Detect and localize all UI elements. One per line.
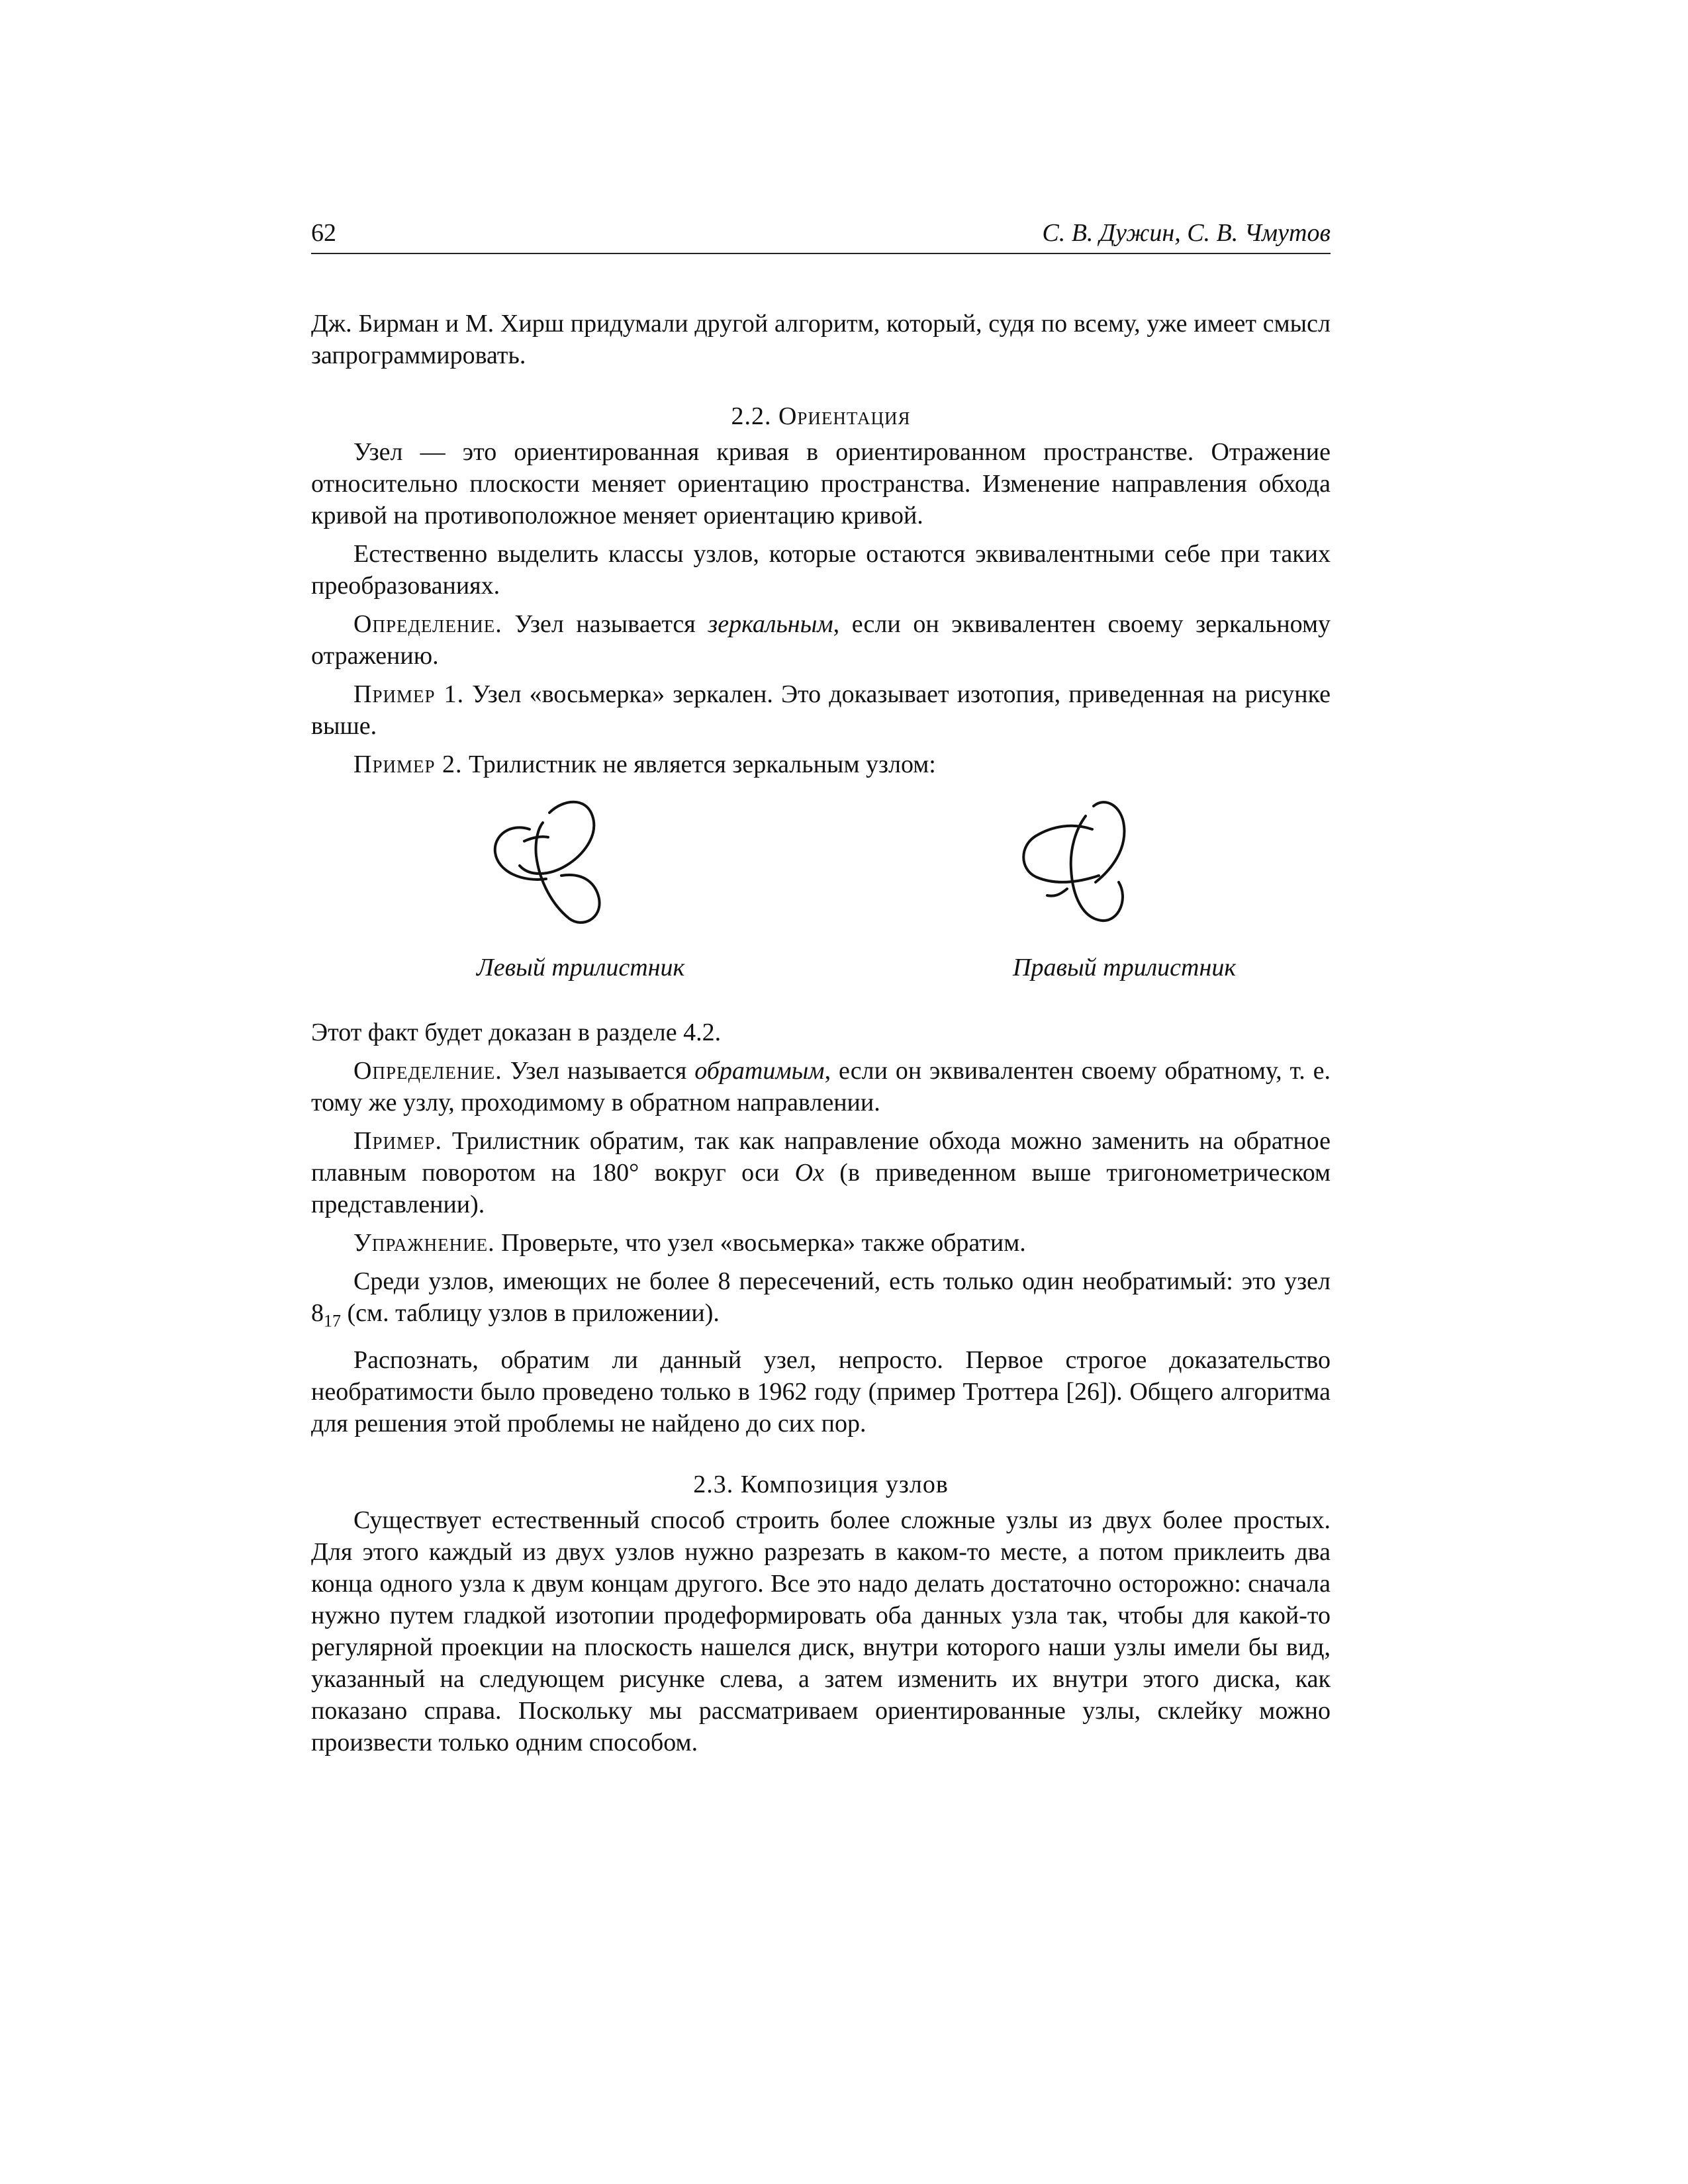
page-header [311,218,1331,254]
example-label: Пример 1. [353,680,465,708]
example-text-post: (в приведенном выше тригонометрическом представлении). [311,1159,1331,1218]
knot-subscript: 17 [324,1311,341,1331]
section-number: 2.3. [693,1470,734,1498]
definition-mirror [311,608,1331,672]
axis-label: Ox [794,1159,824,1187]
definition-text-pre: Узел называется [510,1057,687,1085]
example-2 [311,749,1331,780]
exercise-text: Проверьте, что узел «восьмерка» также обратим. [501,1229,1026,1257]
paragraph-composition: Существует естественный способ строить более сложные узлы из двух более простых. Для этого каждый из двух узлов нужно разрезать в каком-то месте, а потом приклеить два конца одного узла к двум концам другого. Все это надо делать достаточно осторожно: сначала нужно путем гладкой изотопии продеформировать оба данных узла так, чтобы для какой-то регулярной проекции на плоскость нашелся диск, внутри которого наши узлы имели бы вид, указанный на следующем рисунке слева, а затем изменить их внутри этого диска, как показано справа. Поскольку мы рассматриваем ориентированные узлы, склейку можно произвести только одним способом. [311,1506,1331,1756]
page-number: 62 [311,219,336,247]
right-trefoil-caption: Правый трилистник [1013,954,1237,981]
paragraph-text-post: (см. таблицу узлов в приложении). [341,1299,720,1327]
example-label: Пример. [353,1127,442,1155]
example-text: Узел «восьмерка» зеркален. Это доказывает изотопия, приведенная на рисунке выше. [311,680,1331,740]
example-text: Трилистник не является зеркальным узлом: [468,751,936,778]
body-text [311,308,1331,1758]
running-head: С. В. Дужин, С. В. Чмутов [1042,219,1331,247]
exercise-label: Упражнение. [353,1229,495,1257]
paragraph-text-pre: Среди узлов, имеющих не более 8 пересечений, есть только один необратимый: это узел 8 [311,1267,1331,1327]
example-label: Пример 2. [353,751,463,778]
definition-label: Определение. [353,610,502,638]
example-3 [311,1125,1331,1220]
right-trefoil-diagram [1006,790,1139,935]
exercise [311,1227,1331,1259]
intro-paragraph: Дж. Бирман и М. Хирш придумали другой алгоритм, который, судя по всему, уже имеет смысл запрограммировать. [311,310,1331,369]
definition-term: зеркальным [708,610,833,638]
trefoil-figure [311,790,1331,1011]
paragraph-recognition: Распознать, обратим ли данный узел, непросто. Первое строгое доказательство необратимости было проведено только в 1962 году (пример Троттера [26]). Общего алгоритма для решения этой проблемы не найдено до сих пор. [311,1345,1331,1437]
section-title: Композиция узлов [740,1470,949,1498]
section-heading-2-3 [311,1469,1331,1500]
definition-text-post: , если он эквивалентен своему зеркальному отражению. [311,610,1331,670]
definition-text-pre: Узел называется [514,610,696,638]
paragraph-classes: Естественно выделить классы узлов, которые остаются эквивалентными себе при таких преобразованиях. [311,540,1331,600]
paragraph-noninvertible [311,1265,1331,1338]
paragraph-orientation: Узел — это ориентированная кривая в ориентированном пространстве. Отражение относительно плоскости меняет ориентацию пространства. Изменение направления обхода кривой на противоположное меняет ориентацию кривой. [311,438,1331,529]
left-trefoil-caption: Левый трилистник [477,954,685,981]
fact-paragraph: Этот факт будет доказан в разделе 4.2. [311,1019,722,1046]
definition-label: Определение. [353,1057,502,1085]
section-title: Ориентация [778,402,911,430]
example-text-pre: Трилистник обратим, так как направление обхода можно заменить на обратное плавным поворотом на 180° вокруг оси [311,1127,1331,1187]
definition-term: обратимым [694,1057,825,1085]
definition-text-post: , если он эквивалентен своему обратному, т. е. тому же узлу, проходимому в обратном направлении. [311,1057,1331,1116]
example-1 [311,678,1331,742]
left-trefoil-diagram [483,790,616,935]
section-heading-2-2 [311,400,1331,432]
definition-invertible [311,1055,1331,1118]
section-number: 2.2. [731,402,772,430]
